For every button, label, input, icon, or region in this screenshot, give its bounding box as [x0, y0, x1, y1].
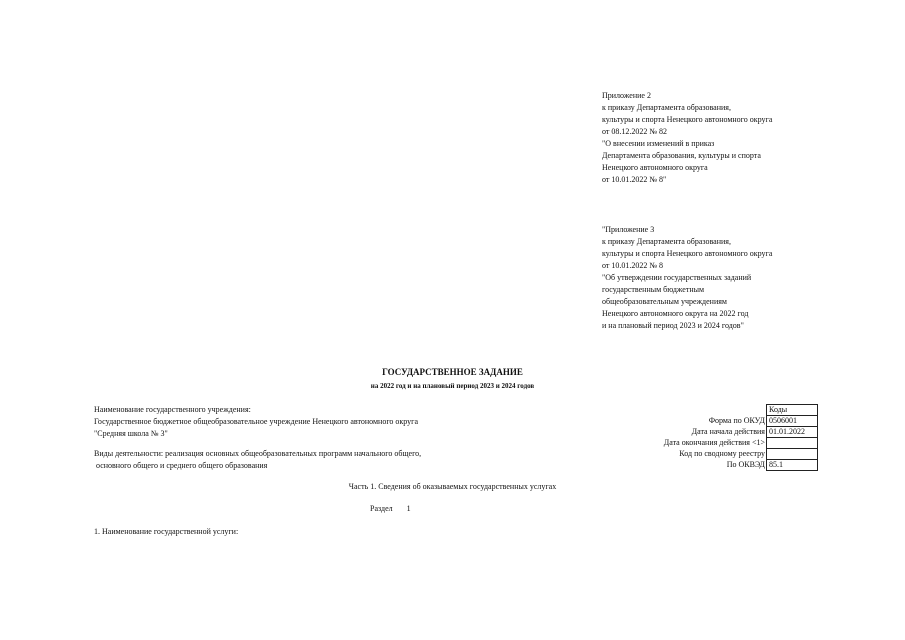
codes-label-end-date: Дата окончания действия <1>: [663, 438, 765, 447]
codes-value-okved: 85.1: [767, 460, 818, 471]
appendix-2-line: культуры и спорта Ненецкого автономного округа: [602, 115, 773, 124]
codes-label-okud: Форма по ОКУД: [708, 416, 765, 425]
activity-block: [94, 448, 421, 472]
appendix-3-line: Ненецкого автономного округа на 2022 год: [602, 309, 749, 318]
codes-labels: [664, 415, 765, 470]
appendix-2-line: от 10.01.2022 № 8": [602, 175, 667, 184]
appendix-2-line: от 08.12.2022 № 82: [602, 127, 668, 136]
appendix-2-line: Ненецкого автономного округа: [602, 163, 708, 172]
codes-value-start-date: 01.01.2022: [767, 427, 818, 438]
institution-block: [94, 404, 418, 440]
institution-label: Наименование государственного учреждения:: [94, 405, 251, 414]
codes-row: [767, 438, 818, 449]
appendix-2-block: [602, 90, 772, 186]
activity-line-2: основного общего и среднего общего образования: [94, 461, 268, 470]
institution-name: Государственное бюджетное общеобразовательное учреждение Ненецкого автономного округа: [94, 417, 419, 426]
codes-row: [767, 449, 818, 460]
appendix-3-line: к приказу Департамента образования,: [602, 237, 731, 246]
appendix-2-line: Департамента образования, культуры и спорта: [602, 151, 761, 160]
document-subtitle: на 2022 год и на плановый период 2023 и 2024 годов: [370, 382, 535, 390]
section-label: Раздел: [370, 504, 393, 513]
codes-header-row: [767, 405, 818, 416]
appendix-3-line: общеобразовательным учреждениям: [602, 297, 727, 306]
part-title: Часть 1. Сведения об оказываемых государственных услугах: [348, 482, 557, 491]
codes-table: [766, 404, 818, 471]
appendix-3-block: [602, 224, 772, 332]
codes-row: [767, 427, 818, 438]
appendix-2-line: к приказу Департамента образования,: [602, 103, 731, 112]
appendix-2-line: Приложение 2: [602, 91, 651, 100]
section-number: 1: [406, 504, 411, 513]
codes-label-okved: По ОКВЭД: [726, 460, 765, 469]
appendix-3-line: государственным бюджетным: [602, 285, 705, 294]
appendix-3-line: культуры и спорта Ненецкого автономного округа: [602, 249, 773, 258]
appendix-2-line: "О внесении изменений в приказ: [602, 139, 715, 148]
codes-label-registry: Код по сводному реестру: [679, 449, 765, 458]
codes-header: Коды: [767, 405, 818, 416]
codes-value-end-date: [767, 438, 818, 449]
section-block: [370, 503, 411, 515]
institution-name-short: "Средняя школа № 3": [94, 429, 168, 438]
appendix-3-line: от 10.01.2022 № 8: [602, 261, 664, 270]
service-label: 1. Наименование государственной услуги:: [94, 527, 239, 536]
codes-value-okud: 0506001: [767, 416, 818, 427]
appendix-3-line: "Об утверждении государственных заданий: [602, 273, 752, 282]
codes-row: [767, 460, 818, 471]
codes-value-registry: [767, 449, 818, 460]
activity-line-1: Виды деятельности: реализация основных общеобразовательных программ начального общего,: [94, 449, 422, 458]
codes-label-start-date: Дата начала действия: [691, 427, 765, 436]
appendix-3-line: "Приложение 3: [602, 225, 655, 234]
document-title: ГОСУДАРСТВЕННОЕ ЗАДАНИЕ: [382, 367, 523, 377]
codes-row: [767, 416, 818, 427]
appendix-3-line: и на плановый период 2023 и 2024 годов": [602, 321, 744, 330]
